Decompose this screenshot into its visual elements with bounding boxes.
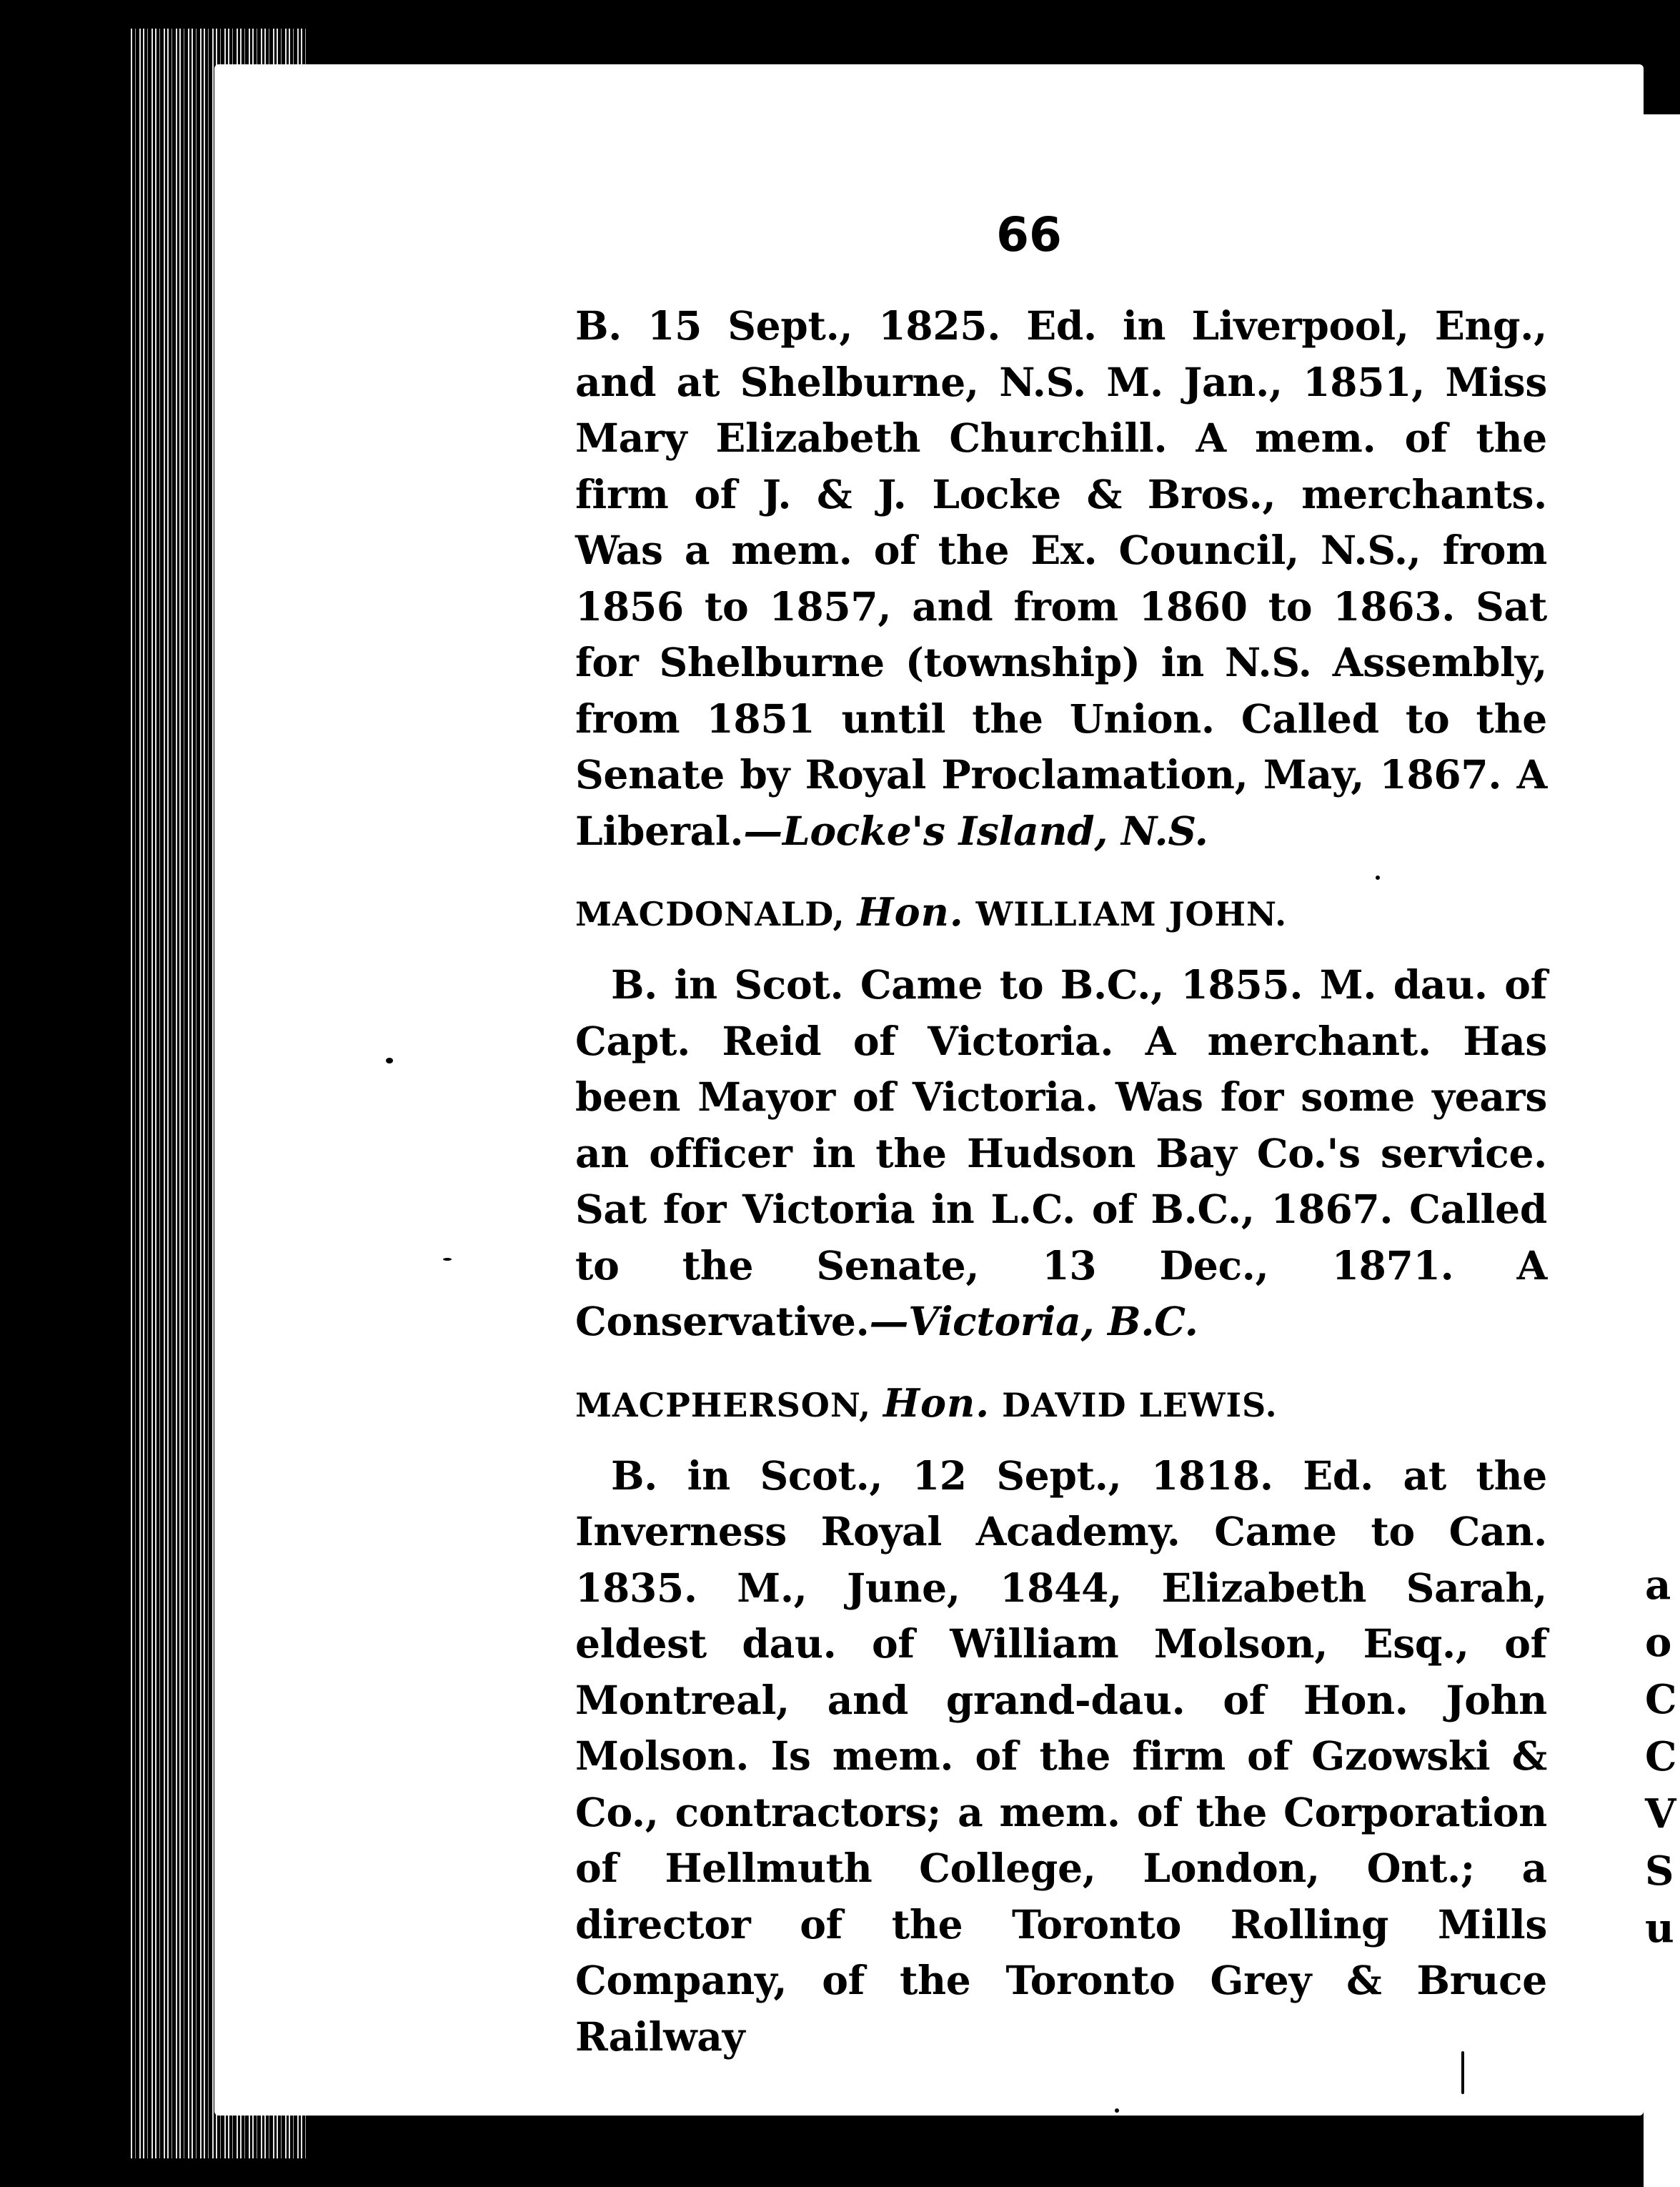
entry-macpherson-heading — [575, 1379, 1547, 1427]
scan-speck — [1376, 876, 1380, 880]
scan-speck — [411, 2137, 425, 2141]
scan-speck — [386, 1058, 393, 1063]
scan-speck — [1115, 2108, 1119, 2113]
page-content — [575, 207, 1547, 2065]
spine-shadow — [236, 64, 350, 2116]
entry-surname: MACDONALD, — [575, 895, 845, 933]
entry-macdonald-heading — [575, 891, 1547, 936]
adjacent-letter: o — [1645, 1619, 1672, 1666]
entry-residence: —Victoria, B.C. — [869, 1298, 1198, 1344]
entry-body-text: B. in Scot., 12 Sept., 1818. Ed. at the Inverness Royal Academy. Came to Can. 1835. M., June, 1844, Elizabeth Sarah, eldest dau. of William Molson, Esq., of Montreal, and grand-dau. of Hon. John Molson. Is mem. of the firm of Gzowski & Co., contractors; a mem. of the Corporation of Hellmuth College, London, Ont.; a director of the Toronto Rolling Mills Company, of the Toronto Grey & Bruce Railway — [575, 1452, 1547, 2060]
scan-speck — [443, 1258, 452, 1261]
adjacent-letter: C — [1645, 1676, 1677, 1723]
entry-locke-body — [575, 298, 1547, 859]
entry-macdonald-body — [575, 957, 1547, 1350]
adjacent-letter: C — [1645, 1733, 1677, 1780]
adjacent-letter: V — [1645, 1790, 1676, 1838]
entry-title: Hon. — [883, 1379, 990, 1426]
entry-given-names: WILLIAM JOHN. — [975, 895, 1288, 933]
entry-body-text: B. in Scot. Came to B.C., 1855. M. dau. of Capt. Reid of Victoria. A merchant. Has been Mayor of Victoria. Was for some years an officer in the Hudson Bay Co.'s service. Sat for Victoria in L.C. of B.C., 1867. Called to the Senate, 13 Dec., 1871. A Conservative. — [575, 961, 1547, 1344]
adjacent-page-edge — [1644, 114, 1680, 2187]
entry-body-text: B. 15 Sept., 1825. Ed. in Liverpool, Eng., and at Shelburne, N.S. M. Jan., 1851, Miss Mary Elizabeth Churchill. A mem. of the firm of J. & J. Locke & Bros., merchants. Was a mem. of the Ex. Council, N.S., from 1856 to 1857, and from 1860 to 1863. Sat for Shelburne (township) in N.S. Assembly, from 1851 until the Union. Called to the Senate by Royal Proclamation, May, 1867. A Liberal. — [575, 302, 1547, 854]
page-number: 66 — [996, 207, 1062, 262]
entry-macpherson-body — [575, 1448, 1547, 2066]
entry-surname: MACPHERSON, — [575, 1385, 871, 1424]
entry-residence: —Locke's Island, N.S. — [743, 807, 1208, 854]
adjacent-letter: a — [1645, 1562, 1671, 1609]
entry-title: Hon. — [857, 889, 964, 935]
scan-speck — [1461, 2051, 1464, 2094]
adjacent-letter: u — [1645, 1905, 1674, 1952]
entry-given-names: DAVID LEWIS. — [1002, 1385, 1278, 1424]
adjacent-letter: S — [1645, 1848, 1674, 1895]
